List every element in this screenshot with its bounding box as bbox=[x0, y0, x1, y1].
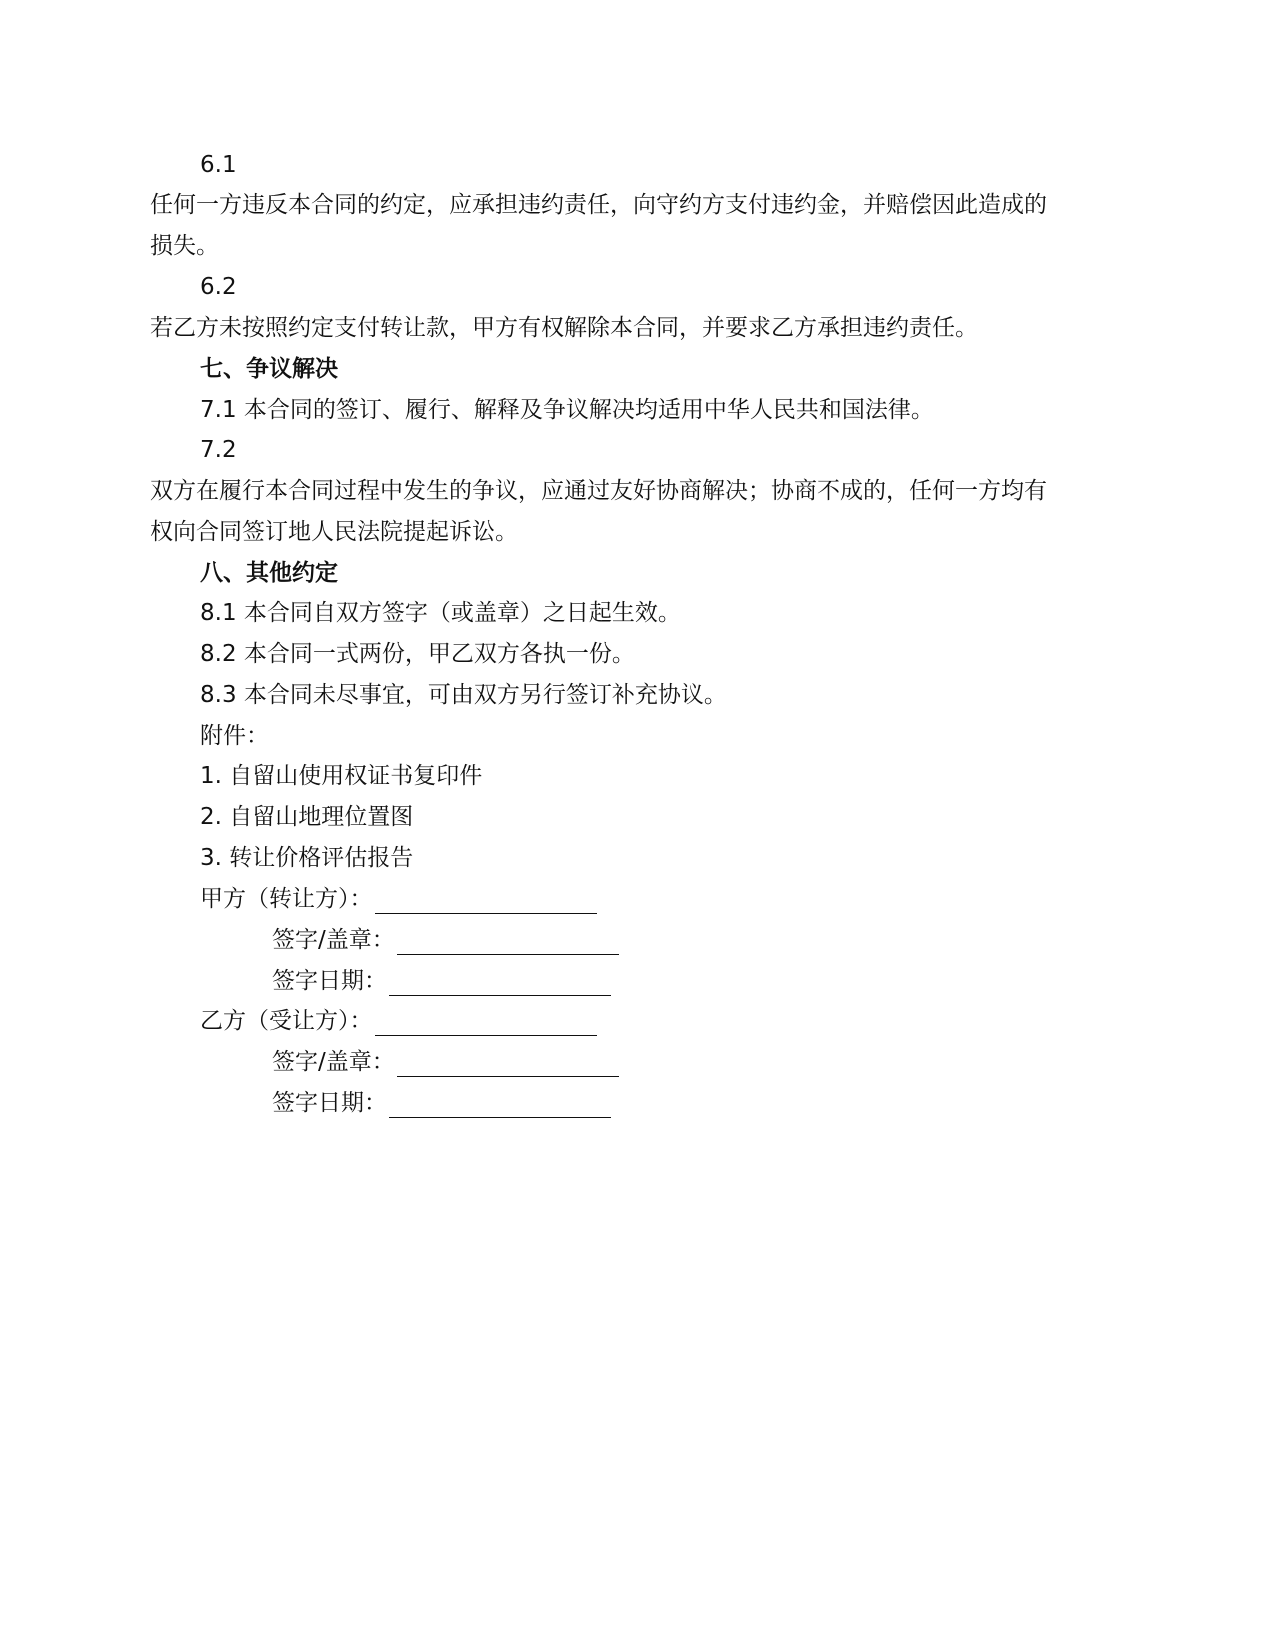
party-b-sign-blank[interactable] bbox=[397, 1054, 619, 1077]
party-b-blank[interactable] bbox=[375, 1013, 597, 1036]
clause-6-1-text-line2: 损失。 bbox=[150, 233, 219, 259]
party-b-date-blank[interactable] bbox=[389, 1095, 611, 1118]
clause-6-2-text: 若乙方未按照约定支付转让款，甲方有权解除本合同，并要求乙方承担违约责任。 bbox=[150, 315, 978, 341]
party-a-signature-row bbox=[200, 884, 597, 914]
attachment-item: 1. 自留山使用权证书复印件 bbox=[200, 763, 483, 789]
clause-7-2-text-line1: 双方在履行本合同过程中发生的争议，应通过友好协商解决；协商不成的，任何一方均有 bbox=[150, 478, 1047, 504]
attachment-item: 3. 转让价格评估报告 bbox=[200, 845, 414, 871]
clause-7-2-number: 7.2 bbox=[200, 437, 237, 463]
section-7-heading: 七、争议解决 bbox=[200, 356, 338, 382]
party-a-blank[interactable] bbox=[375, 891, 597, 914]
party-b-date-row bbox=[272, 1088, 611, 1118]
party-a-sign-row bbox=[272, 925, 619, 955]
clause-6-2-number: 6.2 bbox=[200, 274, 237, 300]
attachments-label: 附件： bbox=[200, 723, 269, 749]
party-b-signature-row bbox=[200, 1006, 597, 1036]
party-a-label: 甲方（转让方）： bbox=[200, 886, 373, 912]
party-b-date-label: 签字日期： bbox=[272, 1090, 387, 1116]
clause-8-2: 8.2 本合同一式两份，甲乙双方各执一份。 bbox=[200, 641, 635, 667]
clause-7-2-text-line2: 权向合同签订地人民法院提起诉讼。 bbox=[150, 519, 518, 545]
party-a-sign-blank[interactable] bbox=[397, 932, 619, 955]
clause-6-1-text-line1: 任何一方违反本合同的约定，应承担违约责任，向守约方支付违约金，并赔偿因此造成的 bbox=[150, 192, 1047, 218]
party-a-sign-label: 签字/盖章： bbox=[272, 927, 395, 953]
party-a-date-label: 签字日期： bbox=[272, 968, 387, 994]
party-b-sign-row bbox=[272, 1047, 619, 1077]
section-8-heading: 八、其他约定 bbox=[200, 560, 338, 586]
party-b-label: 乙方（受让方）： bbox=[200, 1008, 373, 1034]
party-a-date-row bbox=[272, 966, 611, 996]
clause-6-1-number: 6.1 bbox=[200, 152, 237, 178]
party-b-sign-label: 签字/盖章： bbox=[272, 1049, 395, 1075]
clause-8-1: 8.1 本合同自双方签字（或盖章）之日起生效。 bbox=[200, 600, 681, 626]
clause-7-1: 7.1 本合同的签订、履行、解释及争议解决均适用中华人民共和国法律。 bbox=[200, 397, 934, 423]
attachment-item: 2. 自留山地理位置图 bbox=[200, 804, 414, 830]
party-a-date-blank[interactable] bbox=[389, 973, 611, 996]
clause-8-3: 8.3 本合同未尽事宜，可由双方另行签订补充协议。 bbox=[200, 682, 727, 708]
